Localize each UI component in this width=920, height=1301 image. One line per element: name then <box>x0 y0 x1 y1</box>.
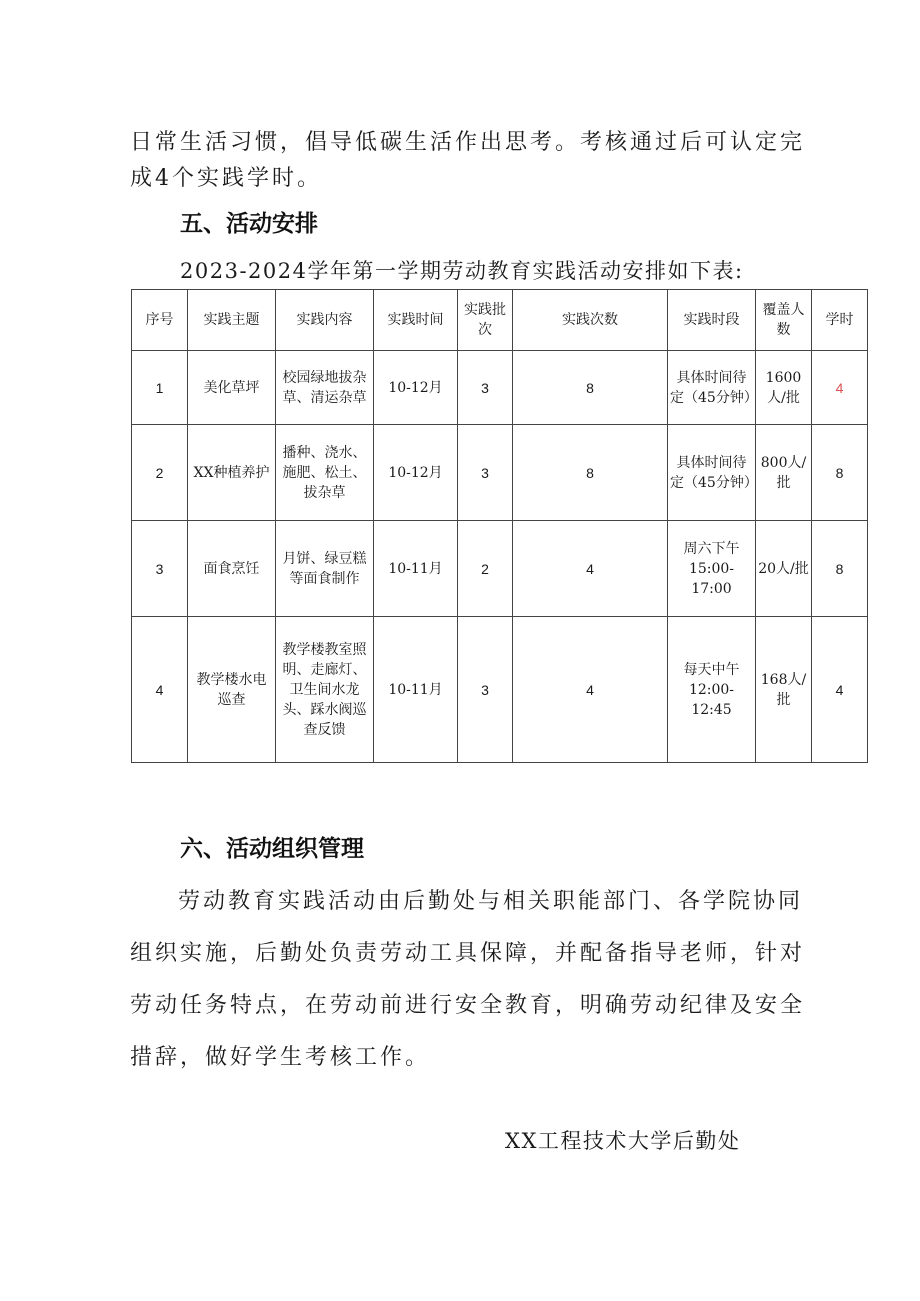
time-cell: 10-12月 <box>374 351 458 425</box>
signature: XX工程技术大学后勤处 <box>505 1129 741 1153</box>
period-cell: 周六下午15:00-17:00 <box>668 521 756 617</box>
hours-cell: 4 <box>812 617 868 763</box>
header-cell: 学时 <box>812 290 868 351</box>
content-cell: 校园绿地拔杂草、清运杂草 <box>276 351 374 425</box>
header-cell: 实践批次 <box>458 290 513 351</box>
content-cell: 月饼、绿豆糕等面食制作 <box>276 521 374 617</box>
intro-paragraph: 日常生活习惯，倡导低碳生活作出思考。考核通过后可认定完成4个实践学时。 <box>130 130 806 191</box>
header-cell: 实践内容 <box>276 290 374 351</box>
theme-cell: 面食烹饪 <box>188 521 276 617</box>
table-row <box>132 425 868 521</box>
time-cell: 10-12月 <box>374 425 458 521</box>
header-cell: 覆盖人数 <box>756 290 812 351</box>
coverage-cell: 168人/批 <box>756 617 812 763</box>
section-five-heading: 五、活动安排 <box>180 211 318 237</box>
hours-cell: 4 <box>812 351 868 425</box>
header-cell: 实践次数 <box>513 290 668 351</box>
table-row <box>132 351 868 425</box>
period-cell: 具体时间待定（45分钟） <box>668 425 756 521</box>
count-cell: 4 <box>513 617 668 763</box>
hours-cell: 8 <box>812 425 868 521</box>
time-cell: 10-11月 <box>374 521 458 617</box>
section-six-heading: 六、活动组织管理 <box>180 836 364 862</box>
table-caption: 2023-2024学年第一学期劳动教育实践活动安排如下表: <box>180 259 744 283</box>
batches-cell: 3 <box>458 617 513 763</box>
count-cell: 4 <box>513 521 668 617</box>
header-cell: 序号 <box>132 290 188 351</box>
row-number: 2 <box>132 425 188 521</box>
content-cell: 教学楼教室照明、走廊灯、卫生间水龙头、踩水阀巡查反馈 <box>276 617 374 763</box>
batches-cell: 3 <box>458 425 513 521</box>
theme-cell: 美化草坪 <box>188 351 276 425</box>
row-number: 1 <box>132 351 188 425</box>
count-cell: 8 <box>513 351 668 425</box>
batches-cell: 2 <box>458 521 513 617</box>
period-cell: 每天中午12:00-12:45 <box>668 617 756 763</box>
coverage-cell: 1600人/批 <box>756 351 812 425</box>
time-cell: 10-11月 <box>374 617 458 763</box>
table-row <box>132 617 868 763</box>
row-number: 3 <box>132 521 188 617</box>
row-number: 4 <box>132 617 188 763</box>
coverage-cell: 20人/批 <box>756 521 812 617</box>
count-cell: 8 <box>513 425 668 521</box>
header-cell: 实践时段 <box>668 290 756 351</box>
theme-cell: XX种植养护 <box>188 425 276 521</box>
section-six-body: 劳动教育实践活动由后勤处与相关职能部门、各学院协同组织实施，后勤处负责劳动工具保障，并配备指导老师，针对劳动任务特点，在劳动前进行安全教育，明确劳动纪律及安全措辞，做好学生考核工作。 <box>130 889 806 1070</box>
content-cell: 播种、浇水、施肥、松土、拔杂草 <box>276 425 374 521</box>
period-cell: 具体时间待定（45分钟） <box>668 351 756 425</box>
coverage-cell: 800人/批 <box>756 425 812 521</box>
hours-cell: 8 <box>812 521 868 617</box>
header-cell: 实践主题 <box>188 290 276 351</box>
header-cell: 实践时间 <box>374 290 458 351</box>
theme-cell: 教学楼水电巡查 <box>188 617 276 763</box>
table-row <box>132 521 868 617</box>
batches-cell: 3 <box>458 351 513 425</box>
table-header-row <box>132 290 868 351</box>
schedule-table <box>131 289 868 763</box>
